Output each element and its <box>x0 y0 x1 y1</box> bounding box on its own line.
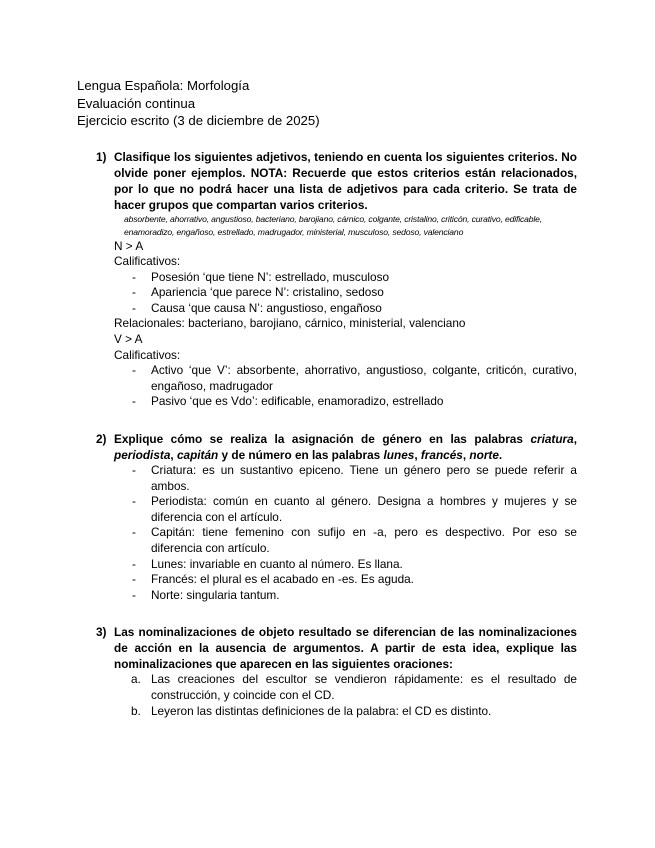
v-a-list <box>114 363 577 410</box>
list-item: - Periodista: común en cuanto al género. Designa a hombres y mujeres y se diferencia con el artículo. <box>132 494 577 524</box>
list-item: a. Las creaciones del escultor se vendieron rápidamente: es el resultado de construcción, y coincide con el CD. <box>131 672 577 702</box>
document-page <box>77 77 577 719</box>
dash-marker: - <box>132 269 136 284</box>
dash-marker: - <box>132 587 136 602</box>
question-number: 2) <box>96 432 107 447</box>
list-item: - Criatura: es un sustantivo epiceno. Tiene un género pero se puede referir a ambos. <box>132 463 577 493</box>
list-item: - Francés: el plural es el acabado en -es. Es aguda. <box>132 572 414 587</box>
dash-marker: - <box>132 394 136 409</box>
list-item: - Norte: singularia tantum. <box>132 587 280 602</box>
term-periodista: periodista <box>114 448 171 463</box>
document-header <box>77 77 577 130</box>
item-marker: b. <box>131 703 141 718</box>
question-3 <box>77 624 577 719</box>
dash-marker: - <box>132 363 136 378</box>
list-item: - Activo ‘que V’: absorbente, ahorrativo, angustioso, colgante, criticón, curativo, engañoso, madrugador <box>132 363 577 393</box>
list-item: - Lunes: invariable en cuanto al número. Es llana. <box>132 556 403 571</box>
sentence-list <box>114 672 577 719</box>
question-number: 3) <box>96 625 107 640</box>
question-1 <box>77 149 577 411</box>
dash-marker: - <box>132 285 136 300</box>
exercise-title: Ejercicio escrito (3 de diciembre de 2025) <box>77 113 320 128</box>
dash-marker: - <box>132 463 136 478</box>
list-item: - Capitán: tiene femenino con sufijo en -a, pero es despectivo. Por eso se diferencia con artículo. <box>132 525 577 555</box>
calificativos-heading: Calificativos: <box>114 254 181 269</box>
question-prompt: Clasifique los siguientes adjetivos, teniendo en cuenta los siguientes criterios. No olvide poner ejemplos. NOTA: Recuerde que estos criterios están relacionados, por lo que no podrá hacer una lista de adjetivos para cada criterio. Se trata de hacer grupos que compartan varios criterios. <box>114 149 577 212</box>
course-title: Lengua Española: Morfología <box>77 78 250 93</box>
list-item: - Apariencia ‘que parece N’: cristalino, sedoso <box>132 285 384 300</box>
relacionales-line: Relacionales: bacteriano, barojiano, cárnico, ministerial, valenciano <box>114 316 466 331</box>
item-marker: a. <box>131 672 141 687</box>
term-lunes: lunes <box>383 448 415 463</box>
calificativos-heading: Calificativos: <box>114 347 181 362</box>
list-item: - Posesión ‘que tiene N’: estrellado, musculoso <box>132 269 390 284</box>
adjective-list: absorbente, ahorrativo, angustioso, bacteriano, barojiano, cárnico, colgante, cristalino, criticón, curativo, edificable, enamoradizo, engañoso, estrellado, madrugador, ministerial, musculoso, sedoso, valenciano <box>124 213 542 237</box>
evaluation-type: Evaluación continua <box>77 95 196 111</box>
dash-marker: - <box>132 556 136 571</box>
dash-marker: - <box>132 494 136 509</box>
term-frances: francés <box>420 448 463 463</box>
list-item: b. Leyeron las distintas definiciones de la palabra: el CD es distinto. <box>131 703 492 718</box>
question-prompt: Explique cómo se realiza la asignación de género en las palabras criatura, periodista, capitán y de número en las palabras lunes, francés, norte. <box>114 432 577 463</box>
term-criatura: criatura <box>530 432 574 447</box>
n-a-list <box>114 270 577 317</box>
n-a-heading: N > A <box>114 238 144 253</box>
question-2 <box>77 431 577 603</box>
v-a-heading: V > A <box>114 332 143 347</box>
dash-marker: - <box>132 525 136 540</box>
answer-list <box>114 463 577 603</box>
list-item: - Causa ‘que causa N’: angustioso, engañoso <box>132 300 382 315</box>
dash-marker: - <box>132 572 136 587</box>
term-norte: norte <box>469 448 499 463</box>
dash-marker: - <box>132 300 136 315</box>
list-item: - Pasivo ‘que es Vdo’: edificable, enamoradizo, estrellado <box>132 394 444 409</box>
question-number: 1) <box>96 149 107 164</box>
question-prompt: Las nominalizaciones de objeto resultado se diferencian de las nominalizaciones de acción en la ausencia de argumentos. A partir de esta idea, explique las nominalizaciones que aparecen en las siguientes oraciones: <box>114 625 577 672</box>
term-capitan: capitán <box>176 448 219 463</box>
